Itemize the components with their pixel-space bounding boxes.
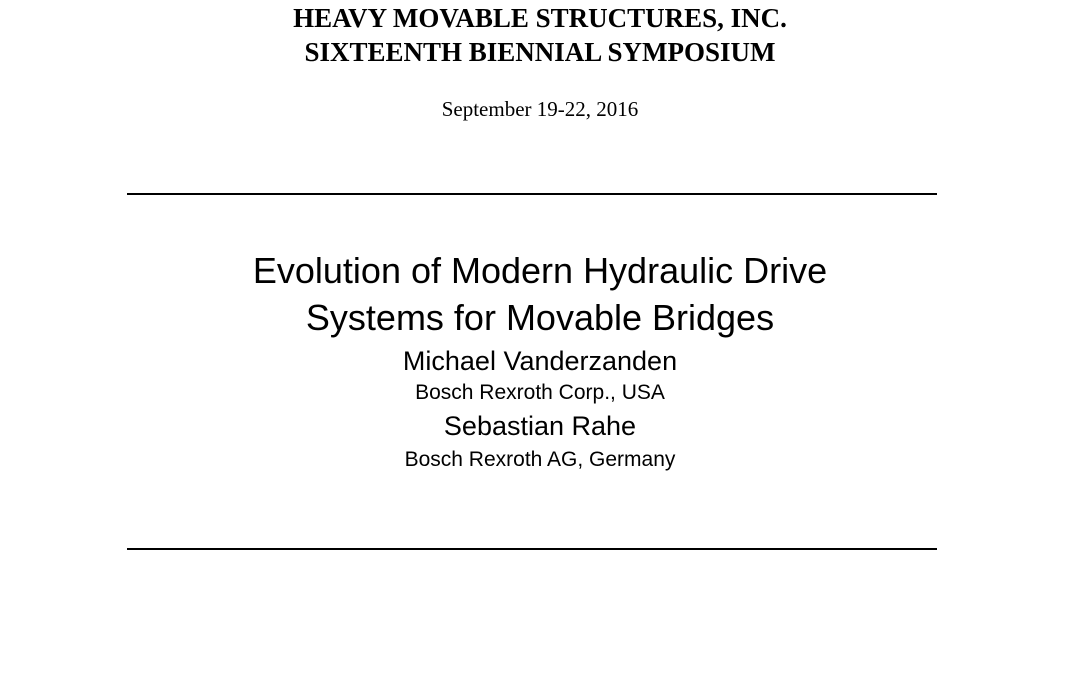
author-affiliation: Bosch Rexroth Corp., USA bbox=[415, 381, 665, 404]
bottom-divider bbox=[127, 548, 937, 550]
symposium-heading: SIXTEENTH BIENNIAL SYMPOSIUM bbox=[304, 37, 776, 67]
symposium-date: September 19-22, 2016 bbox=[441, 97, 639, 121]
author-affiliation: Bosch Rexroth AG, Germany bbox=[404, 448, 676, 471]
author-name: Sebastian Rahe bbox=[443, 411, 637, 441]
top-divider bbox=[127, 193, 937, 195]
author-name: Michael Vanderzanden bbox=[402, 346, 678, 376]
organization-heading: HEAVY MOVABLE STRUCTURES, INC. bbox=[293, 3, 787, 33]
paper-title-line-1: Evolution of Modern Hydraulic Drive bbox=[252, 250, 828, 291]
paper-title-line-2: Systems for Movable Bridges bbox=[305, 297, 775, 338]
